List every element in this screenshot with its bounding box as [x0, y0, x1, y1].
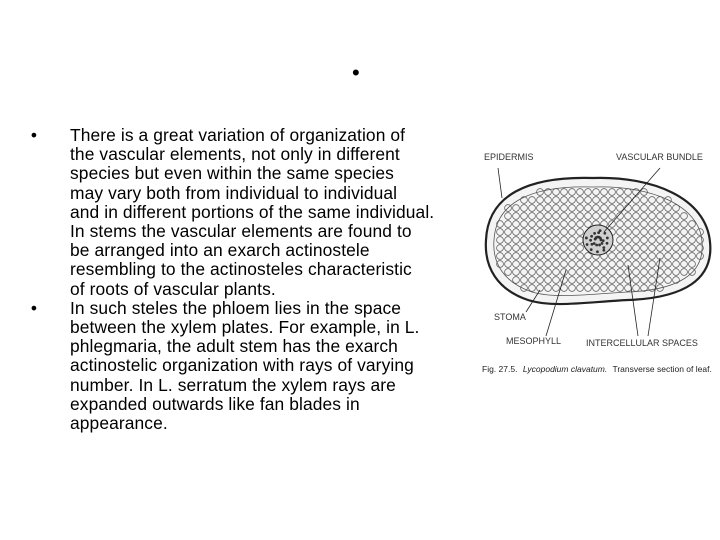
label-intercellular-spaces: INTERCELLULAR SPACES: [586, 338, 698, 348]
xylem-dot: [602, 239, 605, 242]
xylem-dot: [602, 249, 605, 252]
xylem-dot: [591, 243, 594, 246]
bullet-line: species but even within the same species: [70, 163, 394, 184]
xylem-dot: [590, 235, 593, 238]
xylem-dot: [606, 237, 609, 240]
caption-prefix: Fig. 27.5.: [482, 364, 518, 374]
xylem-dot: [606, 242, 609, 245]
bullet-line: and in different portions of the same individual.: [70, 201, 435, 222]
xylem-dot: [599, 229, 602, 232]
figure-caption: [482, 364, 712, 374]
xylem-dot: [585, 237, 588, 240]
bullet-item: [28, 299, 490, 433]
xylem-dot: [603, 232, 606, 235]
bullet-list: [28, 126, 490, 433]
xylem-dot: [589, 239, 592, 242]
bullet-marker: •: [30, 125, 38, 145]
bullet-line: number. In L. serratum the xylem rays are: [70, 374, 396, 395]
xylem-dot: [595, 244, 598, 247]
bullet-line: In such steles the phloem lies in the space: [70, 297, 402, 318]
bullet-line: appearance.: [70, 413, 168, 434]
bullet-line: actinostelic organization with rays of varying: [70, 355, 414, 376]
xylem-dot: [596, 250, 599, 253]
bullet-line: the vascular elements, not only in different: [70, 144, 400, 165]
bullet-marker: •: [30, 297, 38, 318]
leaf-section-illustration: [478, 140, 718, 390]
leaf-cross-section-figure: [478, 140, 718, 390]
caption-species: Lycopodium clavatum.: [522, 364, 608, 374]
bullet-line: resembling to the actinosteles characteristic: [70, 259, 412, 280]
caption-suffix: Transverse section of leaf.: [612, 364, 712, 374]
bullet-line: expanded outwards like fan blades in: [70, 393, 360, 414]
xylem-dot: [593, 232, 596, 235]
label-epidermis: EPIDERMIS: [484, 152, 534, 162]
bullet-item: [28, 126, 490, 299]
xylem-dot: [594, 238, 597, 241]
leader-line: [498, 168, 502, 198]
bullet-line: In stems the vascular elements are found to: [70, 221, 412, 242]
bullet-line: be arranged into an exarch actinostele: [70, 240, 370, 261]
xylem-dot: [590, 248, 593, 251]
xylem-dot: [601, 242, 604, 245]
xylem-dot: [586, 243, 589, 246]
bullet-line: may vary both from individual to individual: [70, 182, 398, 203]
slide-title: •: [352, 60, 360, 85]
label-stoma: STOMA: [494, 312, 526, 322]
xylem-dot: [602, 246, 605, 249]
label-mesophyll: MESOPHYLL: [506, 336, 562, 346]
xylem-dot: [598, 244, 601, 247]
bullet-line: There is a great variation of organization of: [70, 125, 406, 145]
bullet-line: of roots of vascular plants.: [70, 278, 276, 299]
label-vascular-bundle: VASCULAR BUNDLE: [616, 152, 703, 162]
bullet-line: phlegmaria, the adult stem has the exarch: [70, 336, 398, 357]
bullet-line: between the xylem plates. For example, in L.: [70, 317, 420, 338]
vascular-bundle: [583, 225, 613, 255]
